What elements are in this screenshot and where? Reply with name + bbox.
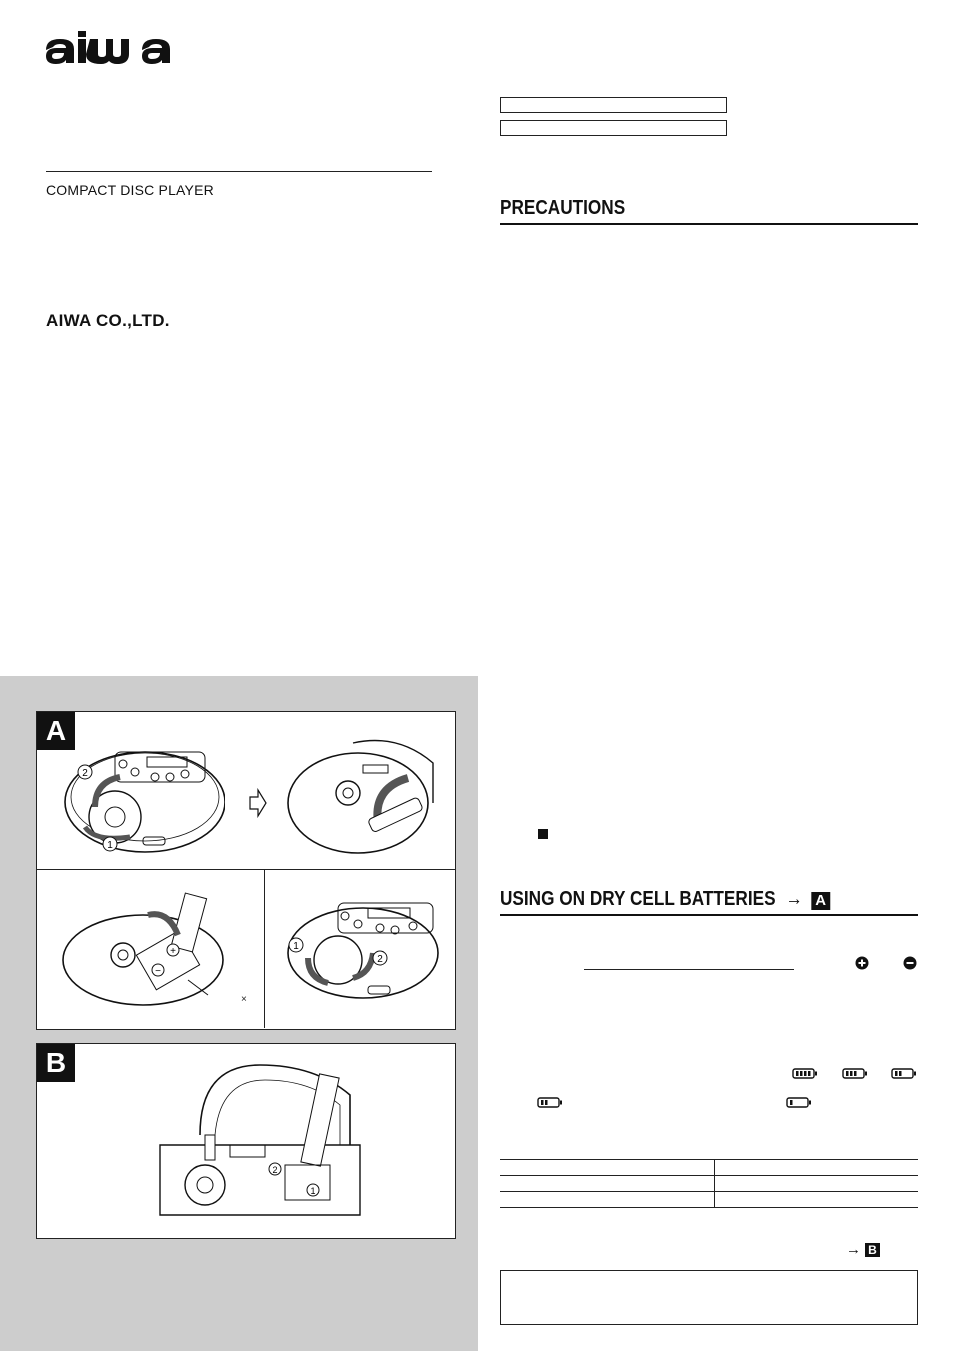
cd-player-drawing-close-lid — [283, 898, 443, 1003]
next-step-arrow-icon — [248, 788, 268, 818]
battery-low-icon — [537, 1097, 563, 1108]
precautions-rule — [500, 223, 918, 225]
table-rule-mid — [500, 1191, 918, 1192]
figure-b-label: B — [37, 1044, 75, 1082]
figure-a-label: A — [37, 712, 75, 750]
note-box — [500, 1270, 918, 1325]
table-divider — [714, 1159, 715, 1207]
step-1-label: 1 — [107, 840, 113, 851]
plus-circle-icon — [855, 956, 869, 970]
minus-circle-icon — [903, 956, 917, 970]
batteries-rule — [500, 914, 918, 916]
model-box-1 — [500, 97, 727, 113]
svg-text:2: 2 — [272, 1165, 278, 1175]
cd-player-drawing-open-lid — [55, 742, 225, 857]
square-bullet-icon — [538, 829, 548, 839]
batteries-heading-text: USING ON DRY CELL BATTERIES — [500, 888, 776, 910]
table-rule-bottom — [500, 1207, 918, 1208]
battery-low-icon — [891, 1068, 917, 1079]
battery-full-icon — [792, 1068, 818, 1079]
figure-ref-b — [846, 1241, 880, 1258]
product-name: COMPACT DISC PLAYER — [46, 182, 214, 198]
svg-text:2: 2 — [377, 954, 383, 965]
svg-text:−: − — [155, 966, 161, 977]
battery-mid-icon — [842, 1068, 868, 1079]
step-2-label: 2 — [82, 768, 88, 779]
svg-text:+: + — [170, 946, 176, 957]
title-rule — [46, 171, 432, 172]
battery-empty-icon — [786, 1097, 812, 1108]
model-box-2 — [500, 120, 727, 136]
batteries-heading-arrow: → — [785, 888, 803, 910]
svg-text:1: 1 — [293, 941, 299, 952]
svg-text:1: 1 — [310, 1186, 316, 1196]
battery-lid-removal-drawing — [155, 1055, 365, 1225]
company-name: AIWA CO.,LTD. — [46, 311, 170, 330]
table-rule-mid — [500, 1175, 918, 1176]
figure-a-vdivider — [264, 870, 265, 1028]
precautions-heading: PRECAUTIONS — [500, 197, 626, 219]
figure-a-hdivider — [37, 869, 455, 870]
table-rule-top — [500, 1159, 918, 1160]
battery-insertion-drawing — [58, 885, 258, 1015]
cd-player-drawing-lid-raised — [283, 728, 443, 856]
aiwa-logo — [44, 30, 186, 64]
figure-ref-badge-b: B — [865, 1243, 880, 1257]
figure-ref-badge-a: A — [811, 892, 830, 910]
batteries-heading — [500, 888, 827, 911]
blank-underline — [584, 969, 794, 970]
ref-b-arrow: → — [846, 1241, 861, 1258]
cross-mark: × — [241, 994, 247, 1005]
